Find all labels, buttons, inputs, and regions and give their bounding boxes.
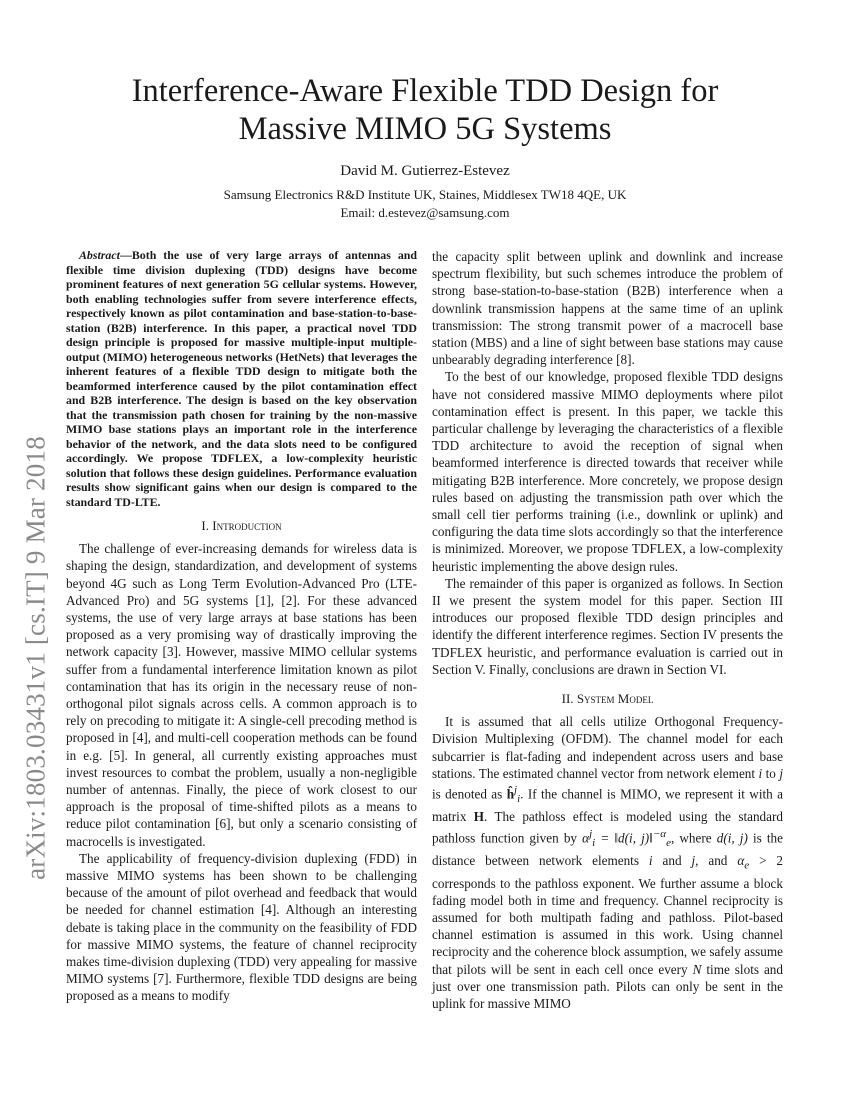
abstract-label: Abstract: [79, 248, 120, 262]
affiliation: Samsung Electronics R&D Institute UK, Staines, Middlesex TW18 4QE, UK: [223, 187, 627, 202]
intro-paragraph-1: The challenge of ever-increasing demands for wireless data is shaping the design, standardization, and development of systems beyond 4G such as Long Term Evolution-Advanced Pro (LTE-Advanced Pro) and 5G systems [1], [2]. For these advanced systems, the use of very large arrays at base stations has been proposed as a very promising way of drastically improving the network capacity [3]. However, massive MIMO cellular systems suffer from a fundamental interference limitation known as pilot contamination that has its origin in the necessary reuse of non-orthogonal pilot signals across cells. A common approach is to rely on precoding to mitigate it: A single-cell precoding method is proposed in [4], and multi-cell cooperation methods can be found in e.g. [5]. In general, all currently existing approaches must invest resources to combat the problem, usually a non-negligible number of antennas. Finally, the piece of work closest to our approach is the proposal of time-shifted pilots as a means to reduce pilot contamination [6], but only a scenario consisting of macrocells is investigated.: [66, 541, 417, 849]
intro-paragraph-4: The remainder of this paper is organized as follows. In Section II we present the system model for this paper. Section III introduces our proposed flexible TDD design principles and identify the different interference regimes. Section IV presents the TDFLEX heuristic, and performance evaluation is carried out in Section V. Finally, conclusions are drawn in Section VI.: [432, 575, 783, 677]
email: Email: d.estevez@samsung.com: [340, 205, 510, 220]
text-run: It is assumed that all cells utilize Orthogonal Frequency-Division Multiplexing (OFDM). The channel model for each subcarrier is flat-fading and independent across users and base stations. The estimated channel vector from network element: [432, 714, 783, 781]
abstract: [66, 248, 417, 509]
text-run: time slots and just over one transmission path. Pilots can only be sent in the uplink for massive MIMO: [432, 961, 783, 1012]
math-alpha: α: [582, 829, 590, 845]
text-run: is the distance between network elements: [432, 829, 783, 868]
section-heading-introduction: [66, 517, 417, 534]
author-affiliation-block: [60, 186, 790, 222]
section-title: System Model: [576, 691, 654, 707]
arxiv-identifier: arXiv:1803.03431v1 [cs.IT] 9 Mar 2018: [20, 436, 51, 880]
system-model-paragraph-1: [432, 713, 783, 1012]
math-sub: i: [592, 836, 596, 849]
section-heading-system-model: [432, 690, 783, 707]
math-sub: i: [517, 793, 521, 806]
math-alpha: α: [737, 852, 745, 868]
math-i: i: [648, 852, 653, 868]
left-column: [66, 248, 417, 1005]
math-sub: e: [666, 836, 671, 849]
paper-title: [60, 72, 790, 148]
text-run: . If the channel is MIMO, we represent it with a matrix: [432, 786, 783, 825]
math-sup: j: [514, 784, 518, 797]
text-run: , where: [670, 829, 717, 845]
math-exponent: −α: [652, 827, 667, 840]
right-column: [432, 248, 783, 1012]
text-run: , and: [695, 852, 738, 868]
text-run: . The pathloss effect is modeled using the standard pathloss function given by: [432, 809, 783, 845]
title-line-1: Interference-Aware Flexible TDD Design for: [131, 73, 719, 109]
text-run: to: [762, 765, 780, 781]
title-line-2: Massive MIMO 5G Systems: [238, 111, 612, 147]
math-sub: e: [744, 859, 750, 872]
math-n: N: [692, 961, 702, 977]
math-sup: j: [589, 827, 593, 840]
intro-paragraph-2-continued: the capacity split between uplink and downlink and increase spectrum flexibility, but such schemes introduce the problem of strong base-station-to-base-station (B2B) interference when a downlink transmission happens at the same time of an uplink transmission: The strong transmit power of a macrocell base station (MBS) and a line of sight between base stations may cause unbearably degrading interference [8].: [432, 249, 783, 368]
math-j: j: [691, 852, 696, 868]
section-number: II.: [561, 691, 574, 707]
math-j: j: [779, 765, 783, 781]
intro-paragraph-2: The applicability of frequency-division duplexing (FDD) in massive MIMO systems has been shown to be challenging because of the amount of pilot overhead and feedback that would be needed for channel estimation [4]. Although an interesting debate is taking place in the community on the feasibility of FDD for massive MIMO systems, the feature of channel reciprocity makes time-division duplexing (TDD) very appealing for massive MIMO systems [7]. Furthermore, flexible TDD designs are being proposed as a means to modify: [66, 850, 417, 1004]
arxiv-stamp: [0, 0, 66, 1100]
text-run: is denoted as: [432, 786, 507, 802]
abstract-text: —Both the use of very large arrays of antennas and flexible time division duplexing (TDD) designs have become prominent features of next generation 5G cellular systems. However, both enabling technologies suffer from severe interference effects, respectively known as pilot contamination and base-station-to-base-station (B2B) interference. In this paper, a practical novel TDD design principle is proposed for massive multiple-input multiple-output (MIMO) heterogeneous networks (HetNets) that leverages the inherent features of a flexible TDD design to mitigate both the beamformed interference caused by the pilot contamination effect and B2B interference. The design is based on the key observation that the transmission path chosen for training by the non-massive MIMO base stations plays an important role in the interference behavior of the network, and the data slots need to be configured accordingly. We propose TDFLEX, a low-complexity heuristic solution that follows these design guidelines. Performance evaluation results show significant gains when our design is compared to the standard TD-LTE.: [66, 248, 417, 509]
text-run: and: [652, 852, 692, 868]
section-number: I.: [201, 518, 209, 533]
section-title: Introduction: [212, 518, 282, 533]
math-h-hat: ĥ: [506, 786, 515, 802]
math-pathloss-formula: = ‖d(i, j)‖: [595, 829, 653, 845]
author-name: David M. Gutierrez-Estevez: [340, 163, 510, 179]
math-i: i: [758, 765, 763, 781]
math-distance: d(i, j): [716, 829, 748, 845]
math-matrix-h: H: [473, 809, 485, 825]
text-run: > 2 corresponds to the pathloss exponent. We further assume a block fading model both in time and frequency. Channel reciprocity is assumed for both multipath fading and pathloss. Pilot-based channel estimation is assumed in this work. Using channel reciprocity and the coherence block assumption, we safely assume that pilots will be sent in each cell once every: [432, 852, 784, 977]
intro-paragraph-3: To the best of our knowledge, proposed flexible TDD designs have not considered massive MIMO deployments where pilot contamination effect is present. In this paper, we tackle this particular challenge by leveraging the characteristics of a flexible TDD architecture to avoid the reception of signal when beamformed interference is directed towards that receiver while mitigating B2B interference. More concretely, we propose design rules based on adjusting the transmission path over which the small cell tier performs training (i.e., downlink or uplink) and configuring the data time slots accordingly so that the interference is minimized. Moreover, we propose TDFLEX, a low-complexity heuristic implementing the above design rules.: [432, 369, 783, 574]
